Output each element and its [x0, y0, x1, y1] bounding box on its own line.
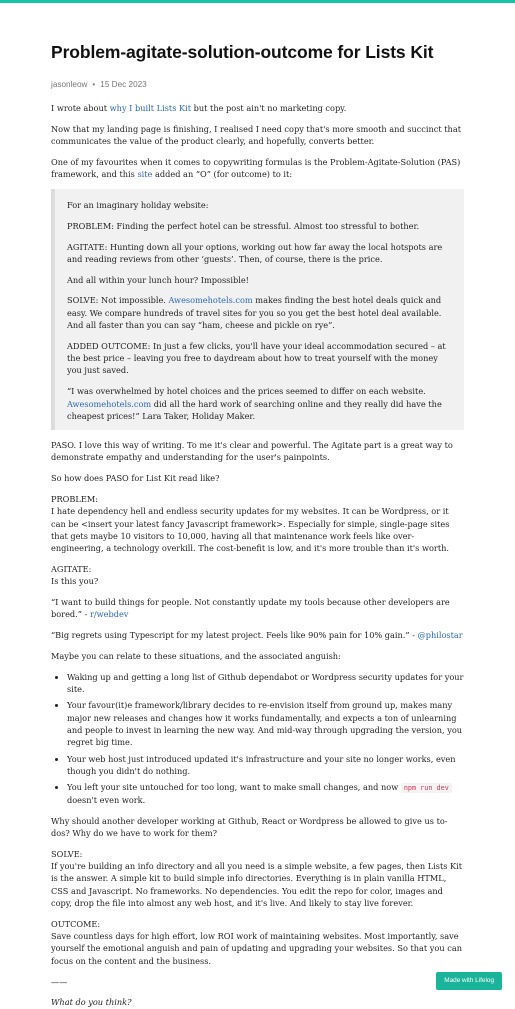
quote-line: SOLVE: Not impossible. Awesomehotels.com makes finding the best hotel deals quick and easy. We compare hundreds of travel sites for you so you get the best hotel deal available. And all faster than you can say “ham, cheese and pickle on rye”.: [67, 295, 442, 331]
closing-question: What do you think?: [51, 997, 132, 1008]
quote-line: And all within your lunch hour? Impossible!: [67, 274, 249, 285]
outcome-section: OUTCOME: Save countless days for high effort, low ROI work of maintaining websites. Most importantly, save yourself the emotional anguish and pain of updating and upgrading your websites. So that you can focus on the content and the business.: [51, 918, 462, 966]
intro-paragraph-2: Now that my landing page is finishing, I realised I need copy that's more smooth and succinct that communicates the value of the product clearly, and hopefully, converts better.: [51, 123, 461, 147]
maybe-paragraph: Maybe you can relate to these situations, and the associated anguish:: [51, 651, 341, 661]
webdev-link[interactable]: r/webdev: [89, 609, 129, 620]
typescript-quote: “Big regrets using Typescript for my latest project. Feels like 90% pain for 10% gain.” - @philostar: [51, 630, 463, 641]
awesomehotels-link[interactable]: Awesomehotels.com: [67, 398, 152, 409]
agitate-section: AGITATE: Is this you?: [51, 564, 99, 587]
npm-command: npm run dev: [401, 783, 452, 793]
quote-line: “I was overwhelmed by hotel choices and the prices seemed to differ on each website. Awesomehotels.com did all the hard work of searching online and they really did have the cheapest prices!” Lara Taker, Holiday Maker.: [67, 386, 442, 421]
philostar-link[interactable]: @philostar: [417, 630, 463, 641]
quote-line: AGITATE: Hunting down all your options, working out how far away the local hotspots are and reading reviews from other ‘guests’. Then, of course, there is the price.: [67, 241, 443, 264]
example-blockquote: [51, 189, 464, 430]
post-title: Problem-agitate-solution-outcome for Lists Kit: [51, 42, 434, 62]
made-with-lifelog-button[interactable]: Made with Lifelog: [436, 972, 502, 990]
quote-line: ADDED OUTCOME: In just a few clicks, you'll have your ideal accommodation secured – at the best price – leaving you free to daydream about how to treat yourself with the money you just saved.: [67, 340, 446, 376]
how-paragraph: So how does PASO for List Kit read like?: [51, 473, 220, 484]
quote-line: For an imaginary holiday website:: [67, 199, 209, 210]
list-item: • Waking up and getting a long list of Github dependabot or Wordpress security updates for your site.: [67, 671, 464, 696]
awesomehotels-link[interactable]: Awesomehotels.com: [168, 295, 253, 306]
intro-paragraph-1: I wrote about why I built Lists Kit but the post ain't no marketing copy.: [51, 103, 347, 113]
meta-separator: •: [92, 80, 96, 89]
quote-line: PROBLEM: Finding the perfect hotel can be stressful. Almost too stressful to bother.: [67, 220, 420, 231]
why-lists-kit-link[interactable]: why I built Lists Kit: [109, 103, 192, 113]
post-content: [51, 102, 464, 1009]
post-date: 15 Dec 2023: [100, 80, 147, 89]
intro-paragraph-3: One of my favourites when it comes to copywriting formulas is the Problem-Agitate-Solution (PAS) framework, and this site added an “O” (for outcome) to it:: [51, 156, 461, 180]
post-container: [0, 41, 515, 1009]
paso-paragraph: PASO. I love this way of writing. To me it's clear and powerful. The Agitate part is a great way to demonstrate empathy and understanding for the user's painpoints.: [51, 440, 453, 463]
list-item: • Your web host just introduced updated it's infrastructure and your site no longer works, even though you didn't do nothing.: [67, 753, 464, 778]
divider: ——: [51, 976, 68, 987]
author-link[interactable]: jasonleow: [51, 80, 88, 89]
list-item: • Your favour(it)e framework/library decides to re-envision itself from ground up, makes many major new releases and changes how it works fundamentally, and expects a ton of unlearning and people to invest in learning the new way. And mid-way through upgrading the version, you regret big time.: [67, 699, 464, 748]
webdev-quote: “I want to build things for people. Not constantly update my tools because other developers are bored.” - r/webdev: [51, 597, 450, 620]
post-meta: [51, 79, 464, 90]
problem-section: PROBLEM: I hate dependency hell and endless security updates for my websites. It can be Wordpress, or it can be <insert your latest fancy Javascript framework>. Especially for simple, single-page sites that gets maybe 10 visitors to 10,000, having all that maintenance work feels like over-engineering, a technology overkill. The cost-benefit is low, and it's more trouble than it's worth.: [51, 494, 450, 554]
anguish-list: [51, 671, 464, 807]
top-accent-bar: [0, 0, 515, 3]
list-item: • You left your site untouched for too long, want to make small changes, and now npm run dev doesn't even work.: [67, 781, 464, 807]
site-link[interactable]: site: [137, 169, 153, 180]
why-paragraph: Why should another developer working at Github, React or Wordpress be allowed to give us to-dos? Why do we have to work for them?: [51, 815, 448, 839]
solve-section: SOLVE: If you're building an info directory and all you need is a simple website, a few pages, then Lists Kit is the answer. A simple kit to build simple info directories. Everything is in plain vanilla HTML, CSS and Javascript. No frameworks. No dependencies. You edit the repo for color, images and copy, drop the file into almost any web host, and it's live. And likely to stay live forever.: [51, 848, 463, 909]
